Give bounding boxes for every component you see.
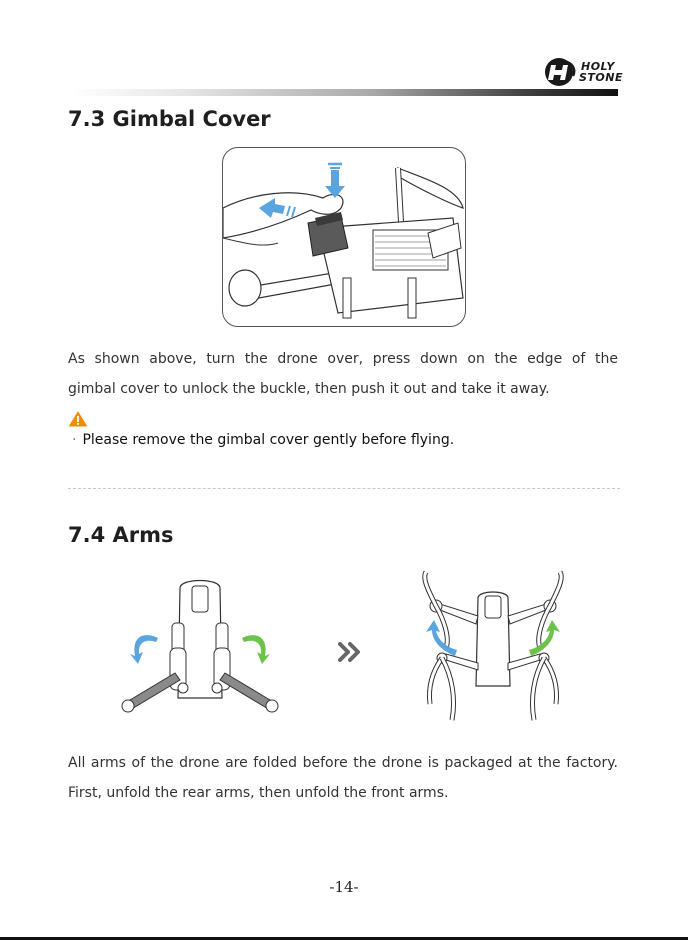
arms-line-1: All arms of the drone are folded before the drone is packaged at the factory. (68, 755, 618, 771)
bullet-dot: · (72, 432, 77, 448)
gimbal-line-2: gimbal cover to unlock the buckle, then push it out and take it away. (68, 381, 550, 397)
rotate-arrow-icon (130, 635, 158, 664)
warning-note (72, 432, 454, 448)
page-number: -14- (329, 878, 359, 896)
rotate-arrow-icon (529, 620, 560, 656)
holystone-logo (543, 56, 623, 88)
press-down-arrow (325, 170, 345, 198)
logo-text-stone: STONE (579, 71, 623, 84)
section-title-gimbal-cover: 7.3 Gimbal Cover (68, 107, 271, 131)
section-title-arms: 7.4 Arms (68, 523, 174, 547)
logo-icon (543, 56, 579, 88)
warning-icon (69, 411, 87, 427)
arms-unfold-illustration (110, 568, 590, 728)
gimbal-cover-illustration (222, 147, 466, 327)
gimbal-cover-instructions (68, 344, 618, 404)
gimbal-line-1: As shown above, turn the drone over, press down on the edge of the (68, 351, 618, 367)
rotate-arrow-icon (242, 635, 270, 664)
arms-instructions (68, 748, 618, 808)
double-chevron-right-icon (340, 644, 358, 660)
section-divider (68, 488, 620, 489)
rotate-arrow-icon (426, 620, 457, 656)
warning-text: Please remove the gimbal cover gently before flying. (82, 432, 455, 448)
logo-text-holy: HOLY (581, 60, 615, 73)
arms-line-2: First, unfold the rear arms, then unfold the front arms. (68, 785, 449, 801)
header-rule (68, 89, 618, 96)
folded-drone (122, 581, 278, 713)
